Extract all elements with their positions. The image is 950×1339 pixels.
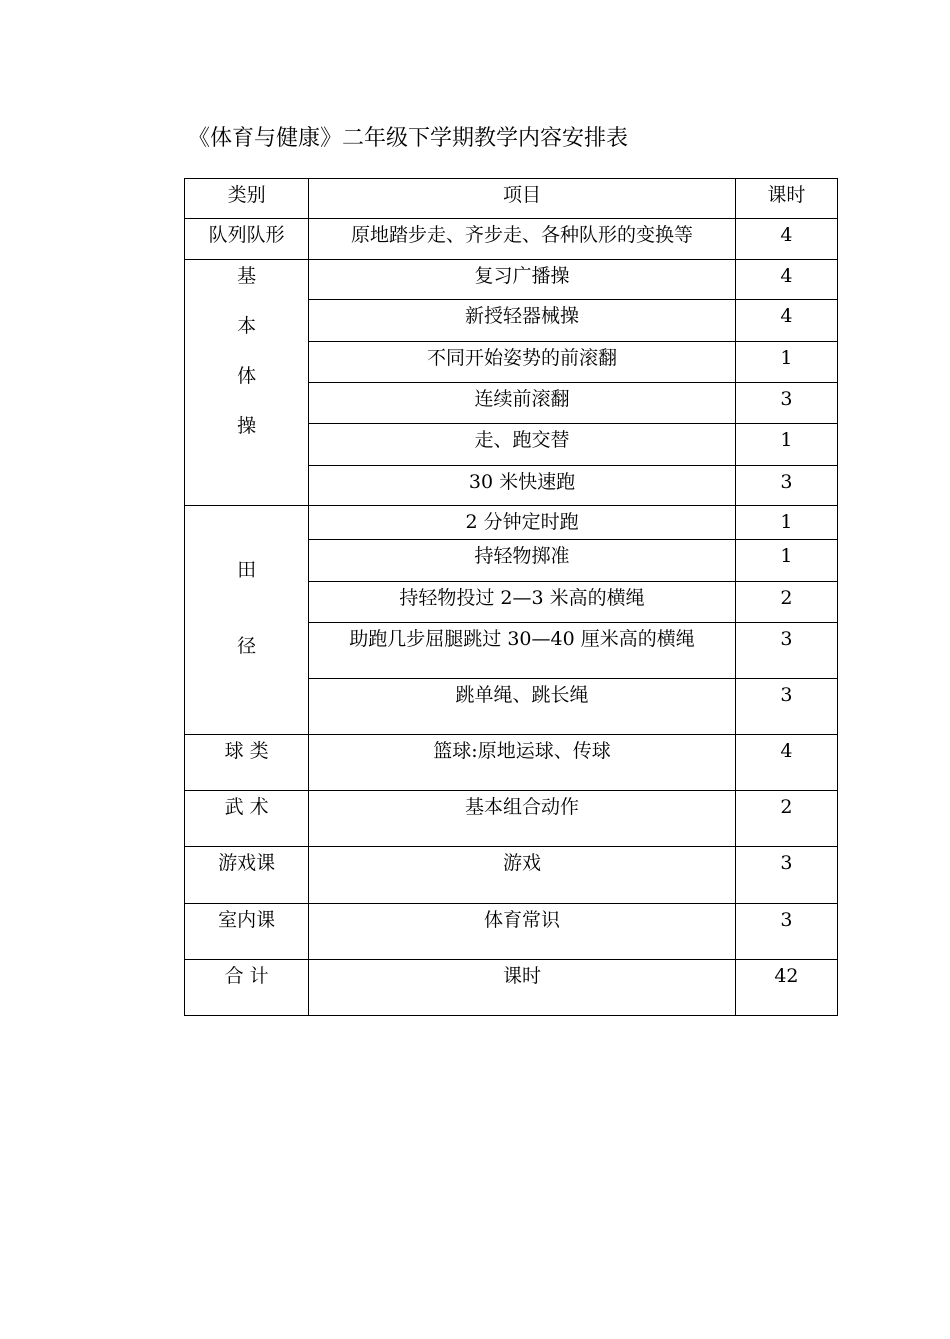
item-cell: 课时	[309, 960, 736, 1016]
category-char: 基	[237, 265, 257, 287]
item-cell: 30 米快速跑	[309, 466, 736, 506]
hours-cell: 3	[735, 847, 837, 904]
item-cell: 复习广播操	[309, 260, 736, 300]
header-hours: 课时	[735, 179, 837, 219]
hours-cell: 3	[735, 623, 837, 679]
category-char: 径	[237, 635, 257, 657]
hours-cell: 2	[735, 582, 837, 623]
hours-cell: 4	[735, 300, 837, 342]
table-row	[185, 791, 838, 847]
table-header-row	[185, 179, 838, 219]
category-cell: 室内课	[185, 904, 309, 960]
table-row	[185, 260, 838, 300]
category-cell: 合 计	[185, 960, 309, 1016]
item-cell: 原地踏步走、齐步走、各种队形的变换等	[309, 219, 736, 260]
hours-cell: 3	[735, 383, 837, 424]
category-cell-tianjing	[185, 506, 309, 735]
page-title: 《体育与健康》二年级下学期教学内容安排表	[188, 126, 629, 151]
item-cell: 体育常识	[309, 904, 736, 960]
item-cell: 基本组合动作	[309, 791, 736, 847]
category-cell: 武 术	[185, 791, 309, 847]
schedule-table	[184, 178, 838, 1016]
hours-cell: 42	[735, 960, 837, 1016]
category-char: 体	[237, 365, 257, 387]
hours-cell: 4	[735, 219, 837, 260]
item-cell: 助跑几步屈腿跳过 30—40 厘米高的横绳	[309, 623, 736, 679]
category-cell: 游戏课	[185, 847, 309, 904]
hours-cell: 3	[735, 466, 837, 506]
item-cell: 游戏	[309, 847, 736, 904]
hours-cell: 4	[735, 735, 837, 791]
hours-cell: 3	[735, 679, 837, 735]
item-cell: 2 分钟定时跑	[309, 506, 736, 540]
item-cell: 持轻物投过 2—3 米高的横绳	[309, 582, 736, 623]
item-cell: 新授轻器械操	[309, 300, 736, 342]
hours-cell: 1	[735, 342, 837, 383]
table-row	[185, 219, 838, 260]
item-cell: 连续前滚翻	[309, 383, 736, 424]
item-cell: 篮球:原地运球、传球	[309, 735, 736, 791]
hours-cell: 1	[735, 506, 837, 540]
item-cell: 持轻物掷准	[309, 540, 736, 582]
header-category: 类别	[185, 179, 309, 219]
hours-cell: 2	[735, 791, 837, 847]
table-row-total	[185, 960, 838, 1016]
category-cell-jiben	[185, 260, 309, 506]
hours-cell: 1	[735, 540, 837, 582]
table-row	[185, 506, 838, 540]
hours-cell: 3	[735, 904, 837, 960]
category-cell: 队列队形	[185, 219, 309, 260]
table-row	[185, 904, 838, 960]
category-char: 田	[237, 559, 257, 581]
category-cell: 球 类	[185, 735, 309, 791]
item-cell: 不同开始姿势的前滚翻	[309, 342, 736, 383]
hours-cell: 4	[735, 260, 837, 300]
table-row	[185, 735, 838, 791]
item-cell: 走、跑交替	[309, 424, 736, 466]
category-char: 操	[237, 415, 257, 437]
header-item: 项目	[309, 179, 736, 219]
item-cell: 跳单绳、跳长绳	[309, 679, 736, 735]
hours-cell: 1	[735, 424, 837, 466]
table-row	[185, 847, 838, 904]
category-char: 本	[237, 315, 257, 337]
